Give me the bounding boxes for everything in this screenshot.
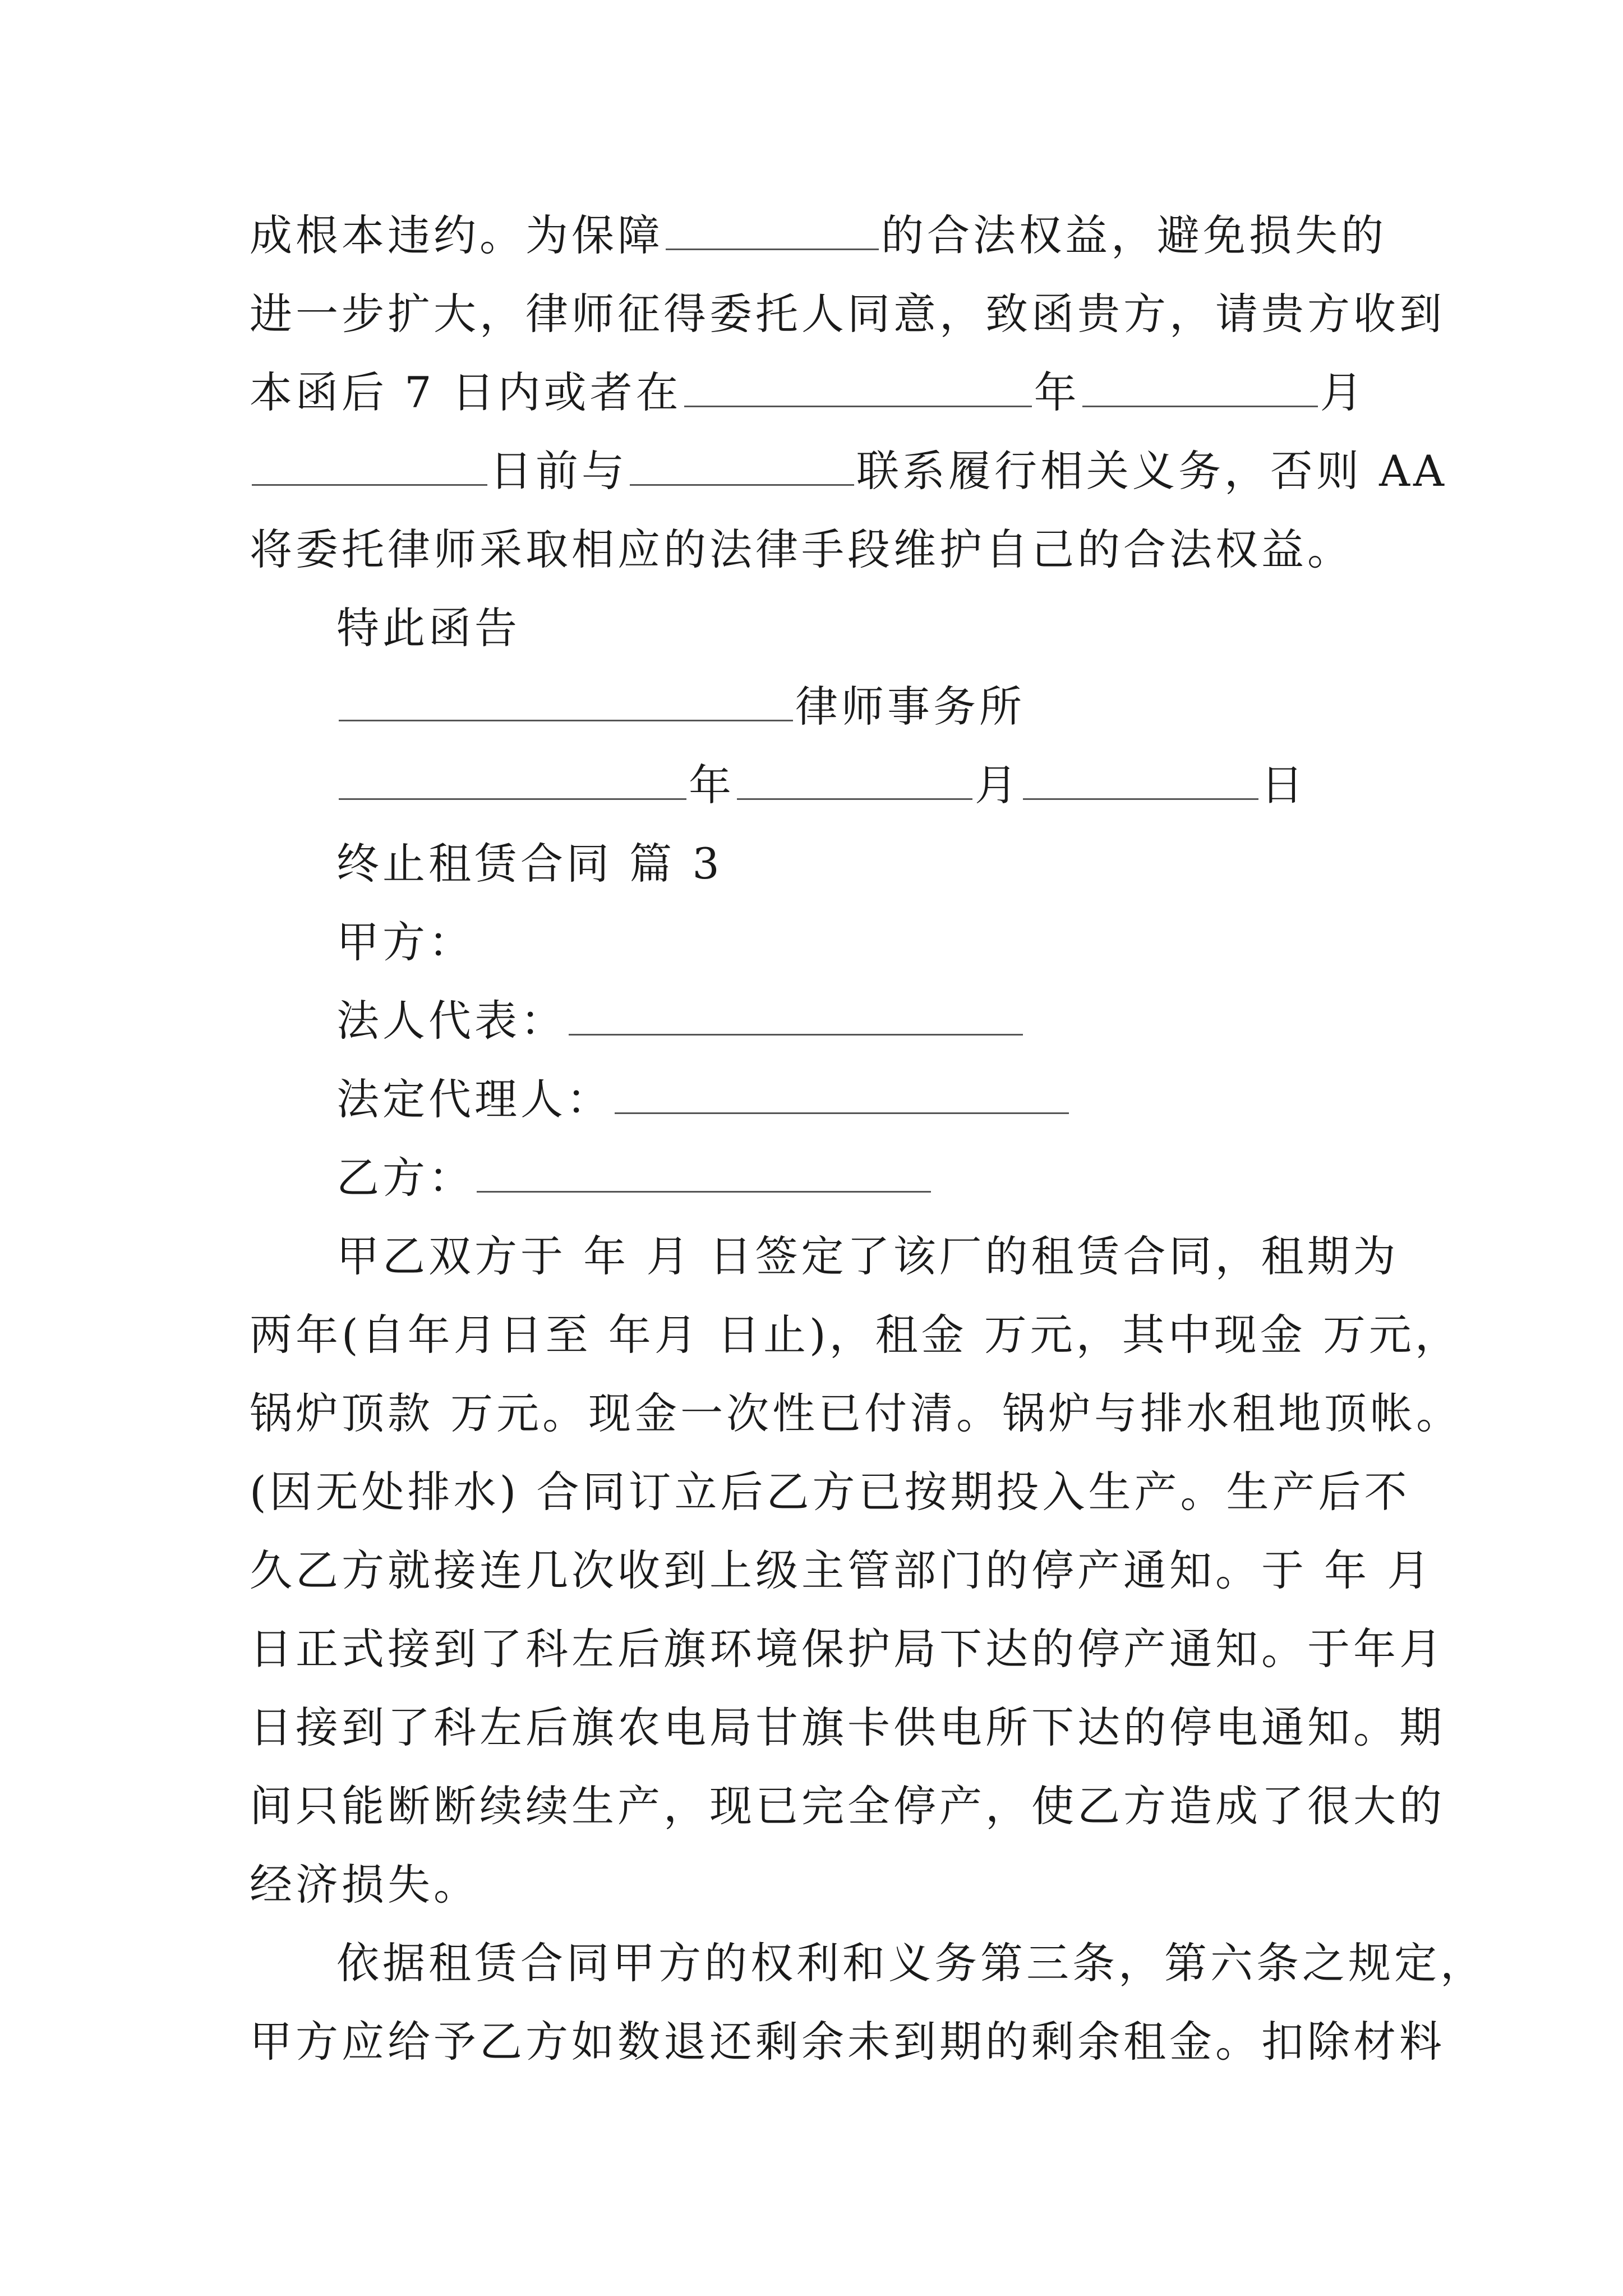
fill-blank [1023,759,1258,800]
text-line: 法人代表： [336,993,1025,1049]
fill-blank [1082,366,1318,407]
text-line: 日接到了科左后旗农电局甘旗卡供电所下达的停电通知。期 [250,1703,1445,1752]
fill-blank [630,445,854,486]
text-line: 久乙方就接连几次收到上级主管部门的停产通知。于 年 月 [250,1545,1433,1595]
fill-blank [339,680,793,721]
text-line: 本函后 7 日内或者在 年 月 [250,367,1366,417]
text-line: 进一步扩大，律师征得委托人同意，致函贵方，请贵方收到 [250,289,1445,339]
text-line: 日正式接到了科左后旗环境保护局下达的停产通知。于年月 [250,1624,1445,1674]
fill-blank [339,759,686,800]
fill-blank [569,995,1023,1036]
text-line: 年 月 日 [336,757,1307,813]
fill-blank [684,366,1032,407]
text-line: (因无处排水) 合同订立后乙方已按期投入生产。生产后不 [250,1467,1410,1517]
text-line: 特此函告 [336,603,520,653]
text-line: 将委托律师采取相应的法律手段维护自己的合法权益。 [250,524,1353,574]
text-line: 甲方： [336,917,474,967]
text-line: 依据租赁合同甲方的权利和义务第三条，第六条之规定， [336,1938,1486,1988]
fill-blank [477,1152,931,1193]
text-line: 成根本违约。为保障 的合法权益，避免损失的 [250,210,1387,260]
fill-blank [252,445,487,486]
text-line: 乙方： [336,1150,933,1206]
text-line: 甲方应给予乙方如数退还剩余未到期的剩余租金。扣除材料 [250,2017,1445,2067]
text-line: 甲乙双方于 年 月 日签定了该厂的租赁合同，租期为 [336,1231,1399,1281]
text-line: 两年(自年月日至 年月 日止)，租金 万元，其中现金 万元， [250,1310,1461,1360]
fill-blank [615,1073,1069,1114]
text-line: 锅炉顶款 万元。现金一次性已付清。锅炉与排水租地顶帐。 [250,1388,1463,1438]
text-line: 经济损失。 [250,1860,479,1910]
fill-blank [666,209,879,250]
text-line: 律师事务所 [336,679,1025,735]
text-line: 法定代理人： [336,1071,1071,1128]
text-line: 日前与 联系履行相关义务，否则 AA [250,443,1447,499]
fill-blank [737,759,972,800]
section-heading: 终止租赁合同 篇 3 [336,839,723,889]
text-line: 间只能断断续续生产，现已完全停产，使乙方造成了很大的 [250,1781,1445,1831]
